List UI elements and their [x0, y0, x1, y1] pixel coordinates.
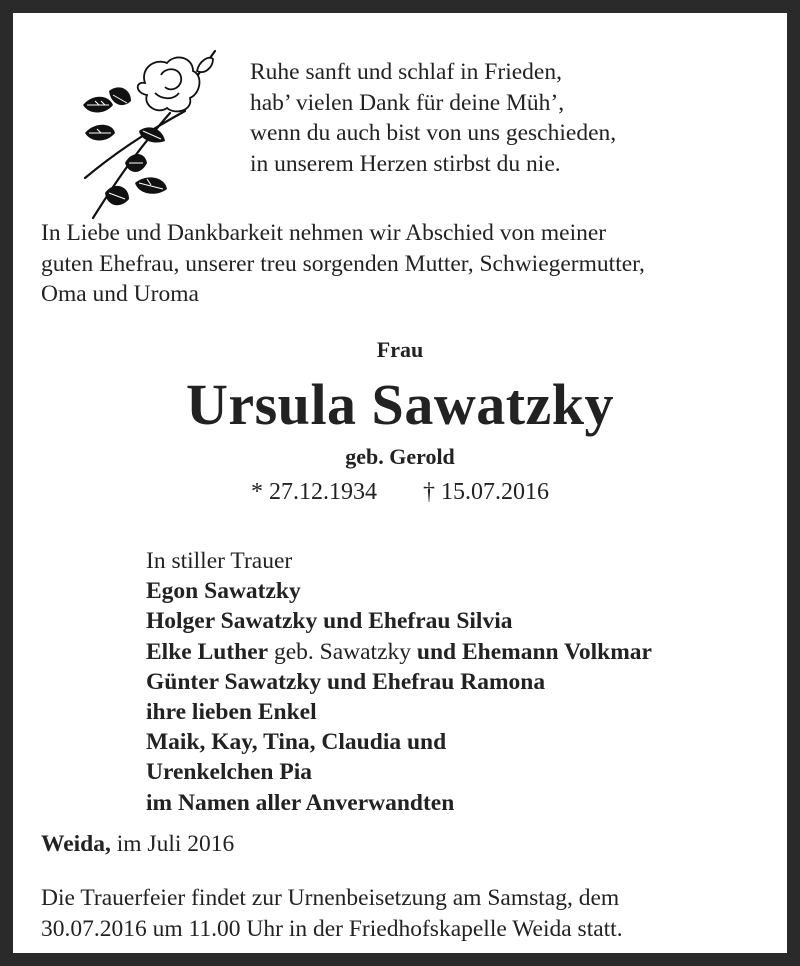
intro-line: Oma und Uroma: [41, 281, 199, 307]
poem-line: Ruhe sanft und schlaf in Frieden,: [250, 59, 562, 85]
intro-line: In Liebe und Dankbarkeit nehmen wir Abschied von meiner: [41, 220, 607, 246]
mourners-list: [146, 546, 652, 818]
ceremony-line: Die Trauerfeier findet zur Urnenbeisetzung am Samstag, dem: [41, 885, 620, 911]
obituary-card: [13, 13, 787, 953]
birth-name: geb. Gerold: [345, 444, 455, 469]
deceased-name: Ursula Sawatzky: [185, 372, 615, 437]
mourners-heading: In stiller Trauer: [146, 548, 293, 574]
poem-line: wenn du auch bist von uns geschieden,: [250, 120, 617, 146]
mourner-line: im Namen aller Anverwandten: [146, 789, 455, 816]
intro-text: [41, 218, 645, 310]
ceremony-line: 30.07.2016 um 11.00 Uhr in der Friedhofskapelle Weida statt.: [41, 915, 623, 942]
death-date: † 15.07.2016: [423, 479, 549, 505]
mourner-line: ihre lieben Enkel: [146, 699, 317, 726]
ceremony-info: [41, 883, 623, 944]
poem-line: in unserem Herzen stirbst du nie.: [250, 150, 561, 177]
mourner-spouse: und Ehemann Volkmar: [416, 638, 652, 665]
mourner-line: Holger Sawatzky und Ehefrau Silvia: [146, 608, 513, 635]
mourner-line: Maik, Kay, Tina, Claudia und: [146, 729, 447, 756]
poem: [250, 57, 616, 179]
town: Weida,: [41, 831, 111, 857]
birth-date: * 27.12.1934: [251, 479, 377, 505]
mourner-line: [146, 637, 652, 667]
salutation: Frau: [376, 337, 424, 362]
rose-icon: [75, 43, 225, 223]
month-year: im Juli 2016: [110, 831, 235, 857]
poem-line: hab’ vielen Dank für deine Müh’,: [250, 89, 565, 116]
intro-line: guten Ehefrau, unserer treu sorgenden Mutter, Schwiegermutter,: [41, 250, 645, 277]
mourner-line: Egon Sawatzky: [146, 578, 301, 605]
mourner-name: Elke Luther: [146, 638, 269, 665]
mourner-line: Günter Sawatzky und Ehefrau Ramona: [146, 668, 546, 695]
life-dates: [13, 479, 787, 506]
mourner-birth-name: geb. Sawatzky: [268, 638, 417, 665]
mourner-line: Urenkelchen Pia: [146, 759, 313, 786]
place-date: [41, 831, 234, 858]
